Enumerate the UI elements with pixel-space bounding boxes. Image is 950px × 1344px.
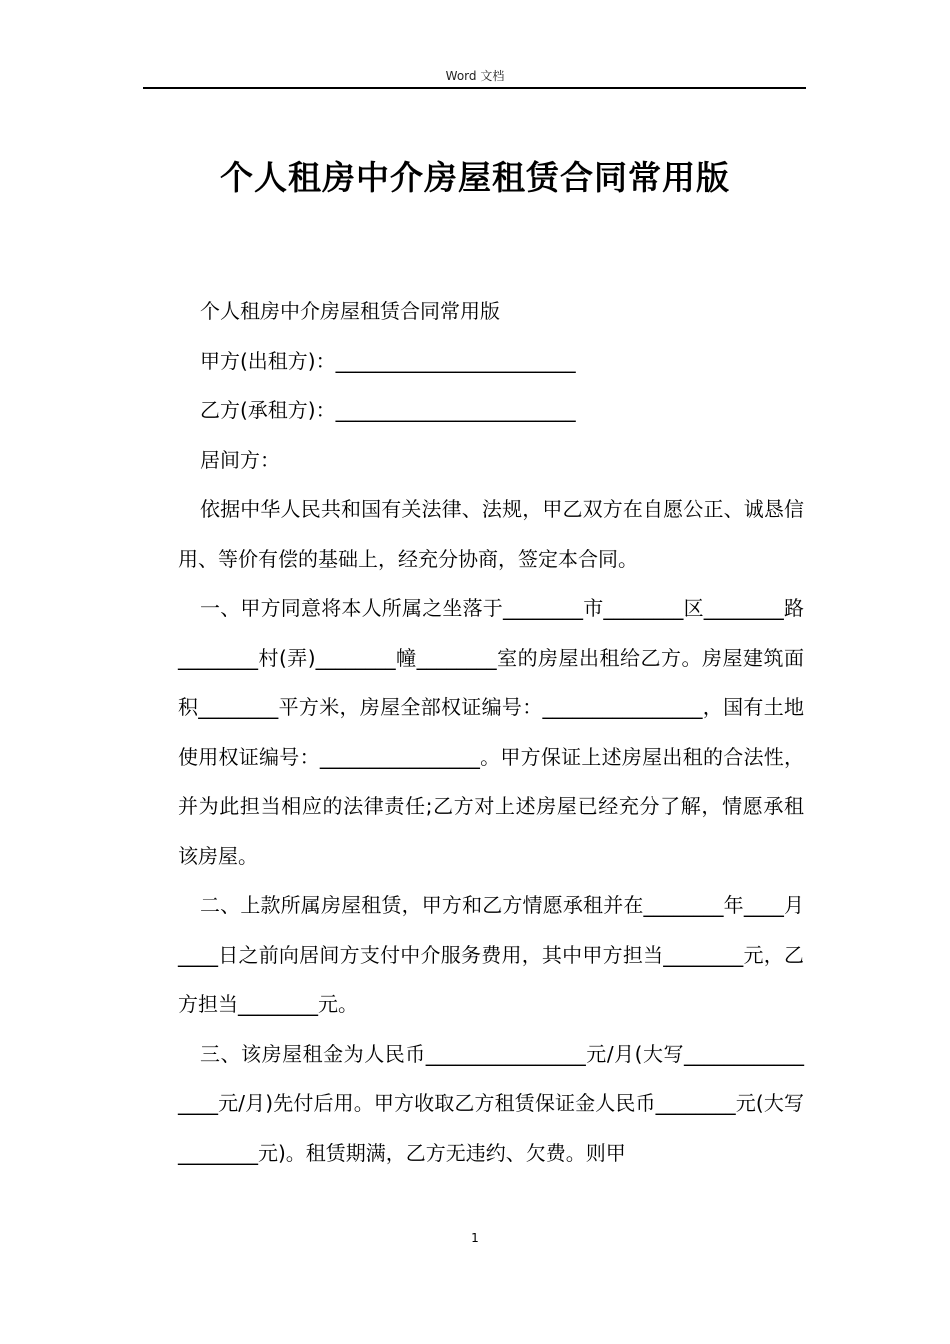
header-divider [143,87,806,89]
paragraph-party-a: 甲方(出租方)：________________________ [200,348,576,373]
paragraph-clause-1: 一、甲方同意将本人所属之坐落于________市________区________路________村(弄)________幢________室的房屋出租给乙方。房屋建筑面积________平方米，房屋全部权证编号：________________，国有土地使用权证编号：________________。甲方保证上述房屋出租的合法性，并为此担当相应的法律责任;乙方对上述房屋已经充分了解，情愿承租该房屋。 [178,596,804,868]
paragraph-intermediary: 居间方： [200,447,280,472]
paragraph-clause-3: 三、该房屋租金为人民币________________元/月(大写________________元/月)先付后用。甲方收取乙方租赁保证金人民币________元(大写________元)。租赁期满，乙方无违约、欠费。则甲 [178,1041,804,1165]
paragraph-preamble: 依据中华人民共和国有关法律、法规，甲乙双方在自愿公正、诚恳信用、等价有偿的基础上，经充分协商，签定本合同。 [178,497,804,571]
page-header: Word 文档 [445,69,505,83]
page-number: 1 [471,1231,479,1245]
paragraph-clause-2: 二、上款所属房屋租赁，甲方和乙方情愿承租并在________年____月____日之前向居间方支付中介服务费用，其中甲方担当________元，乙方担当________元。 [178,893,804,1016]
document-body [178,287,804,1178]
paragraph-party-b: 乙方(承租方)：________________________ [200,398,576,422]
paragraph-heading: 个人租房中介房屋租赁合同常用版 [200,299,500,323]
document-title: 个人租房中介房屋租赁合同常用版 [220,158,730,197]
